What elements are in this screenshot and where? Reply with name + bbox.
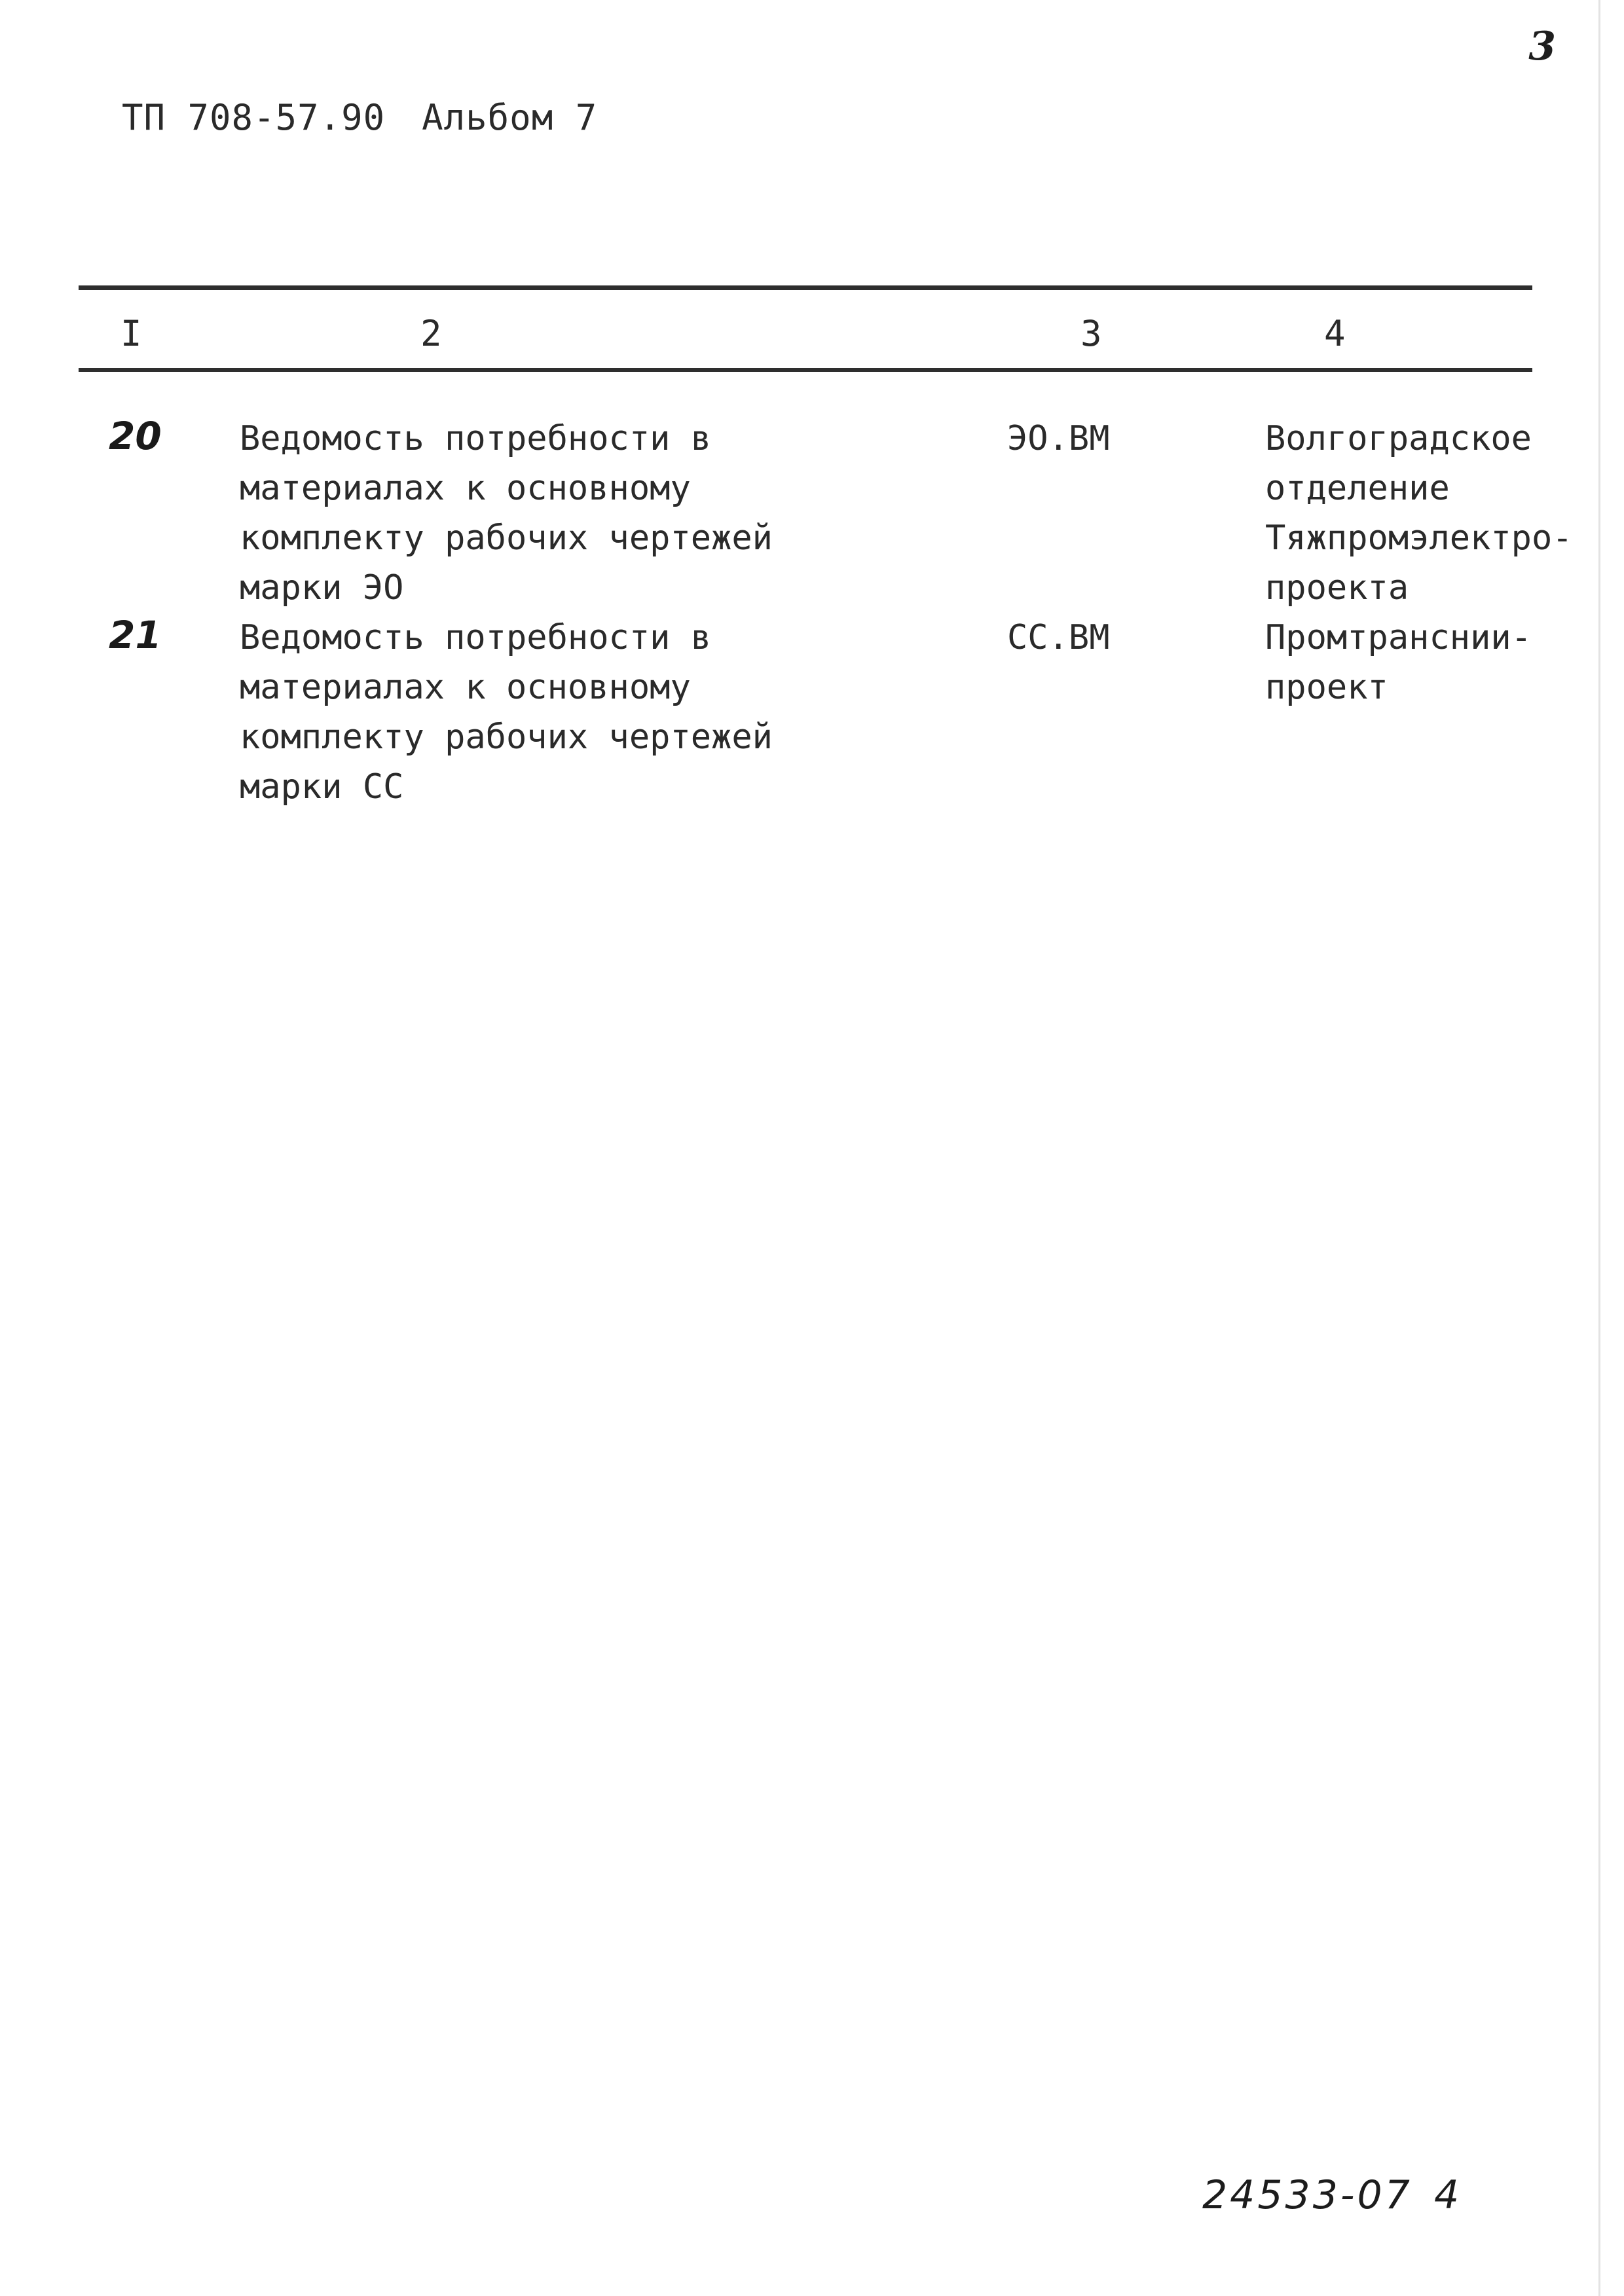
column-header-3: 3: [1080, 313, 1102, 354]
row-code: СС.ВМ: [1007, 618, 1110, 657]
row-organization: Волгоградское отделение Тяжпромэлектро- проекта: [1265, 419, 1573, 608]
document-header: [122, 97, 597, 138]
scan-edge: [1598, 0, 1600, 2296]
doc-code: ТП 708-57.90: [122, 97, 386, 138]
album-label: Альбом 7: [422, 97, 598, 138]
row-description: Ведомость потребности в материалах к основному комплекту рабочих чертежей марки СС: [240, 618, 773, 807]
row-number: 21: [109, 613, 162, 657]
page-number: 3: [1528, 24, 1556, 69]
table-header-rule: [79, 368, 1532, 372]
row-description: Ведомость потребности в материалах к основному комплекту рабочих чертежей марки ЭО: [240, 419, 773, 608]
column-header-2: 2: [420, 313, 442, 354]
sheet-number: 4: [1434, 2172, 1460, 2218]
column-header-1: I: [120, 313, 142, 354]
column-header-4: 4: [1324, 313, 1346, 354]
row-number: 20: [109, 414, 162, 458]
table-top-rule: [79, 285, 1532, 290]
inventory-code: 24533-07: [1202, 2172, 1412, 2218]
row-organization: Промтранснии- проект: [1265, 618, 1532, 707]
row-code: ЭО.ВМ: [1007, 419, 1110, 458]
